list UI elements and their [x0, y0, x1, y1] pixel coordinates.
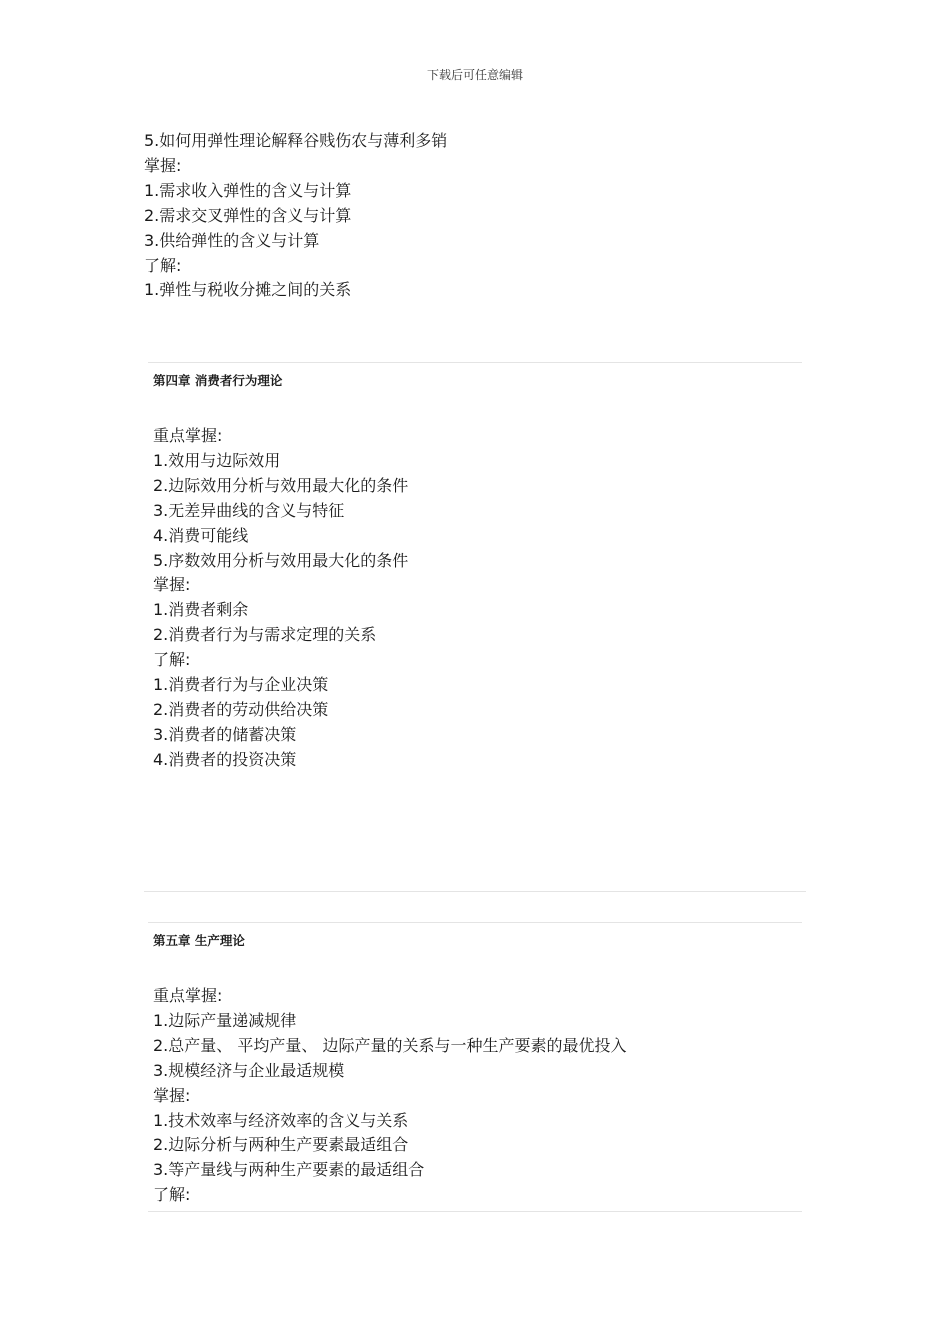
- list-item: 1.效用与边际效用: [153, 450, 281, 470]
- chapter4-title: 第四章 消费者行为理论: [153, 373, 283, 388]
- subheading-understand: 了解:: [144, 255, 182, 275]
- list-item: 2.总产量、 平均产量、 边际产量的关系与一种生产要素的最优投入: [153, 1035, 627, 1055]
- list-item: 2.消费者的劳动供给决策: [153, 699, 329, 719]
- list-item: 3.规模经济与企业最适规模: [153, 1060, 345, 1080]
- list-item: 2.边际效用分析与效用最大化的条件: [153, 475, 409, 495]
- subheading-understand: 了解:: [153, 650, 191, 670]
- divider: [144, 891, 806, 892]
- chapter4-content: [153, 424, 408, 773]
- divider: [148, 1211, 802, 1212]
- subheading-master: 掌握:: [144, 155, 182, 175]
- list-item: 1.需求收入弹性的含义与计算: [144, 180, 352, 200]
- list-item: 1.边际产量递减规律: [153, 1010, 297, 1030]
- chapter4-title-block: [153, 372, 282, 390]
- list-item: 2.需求交叉弹性的含义与计算: [144, 205, 352, 225]
- subheading-master: 掌握:: [153, 575, 191, 595]
- list-item: 2.消费者行为与需求定理的关系: [153, 625, 377, 645]
- chapter5-title: 第五章 生产理论: [153, 933, 245, 948]
- divider: [148, 362, 802, 363]
- header-note: 下载后可任意编辑: [426, 68, 523, 82]
- section-prev: [144, 129, 447, 303]
- list-item: 4.消费者的投资决策: [153, 749, 297, 769]
- list-item: 3.供给弹性的含义与计算: [144, 230, 320, 250]
- subheading-understand: 了解:: [153, 1185, 191, 1205]
- list-item: 1.消费者剩余: [153, 600, 249, 620]
- list-item: 2.边际分析与两种生产要素最适组合: [153, 1135, 409, 1155]
- subheading-key-master: 重点掌握:: [153, 426, 223, 445]
- list-item: 3.等产量线与两种生产要素的最适组合: [153, 1160, 425, 1180]
- chapter5-content: [153, 984, 626, 1208]
- subheading-key-master: 重点掌握:: [153, 986, 223, 1005]
- list-item: 1.弹性与税收分摊之间的关系: [144, 280, 352, 300]
- list-item: 3.消费者的储蓄决策: [153, 724, 297, 744]
- list-item: 4.消费可能线: [153, 525, 249, 545]
- list-item: 1.消费者行为与企业决策: [153, 675, 329, 695]
- list-item: 5.如何用弹性理论解释谷贱伤农与薄利多销: [144, 131, 448, 150]
- divider: [148, 922, 802, 923]
- chapter5-title-block: [153, 932, 245, 950]
- list-item: 3.无差异曲线的含义与特征: [153, 500, 345, 520]
- list-item: 1.技术效率与经济效率的含义与关系: [153, 1110, 409, 1130]
- list-item: 5.序数效用分析与效用最大化的条件: [153, 550, 409, 570]
- subheading-master: 掌握:: [153, 1085, 191, 1105]
